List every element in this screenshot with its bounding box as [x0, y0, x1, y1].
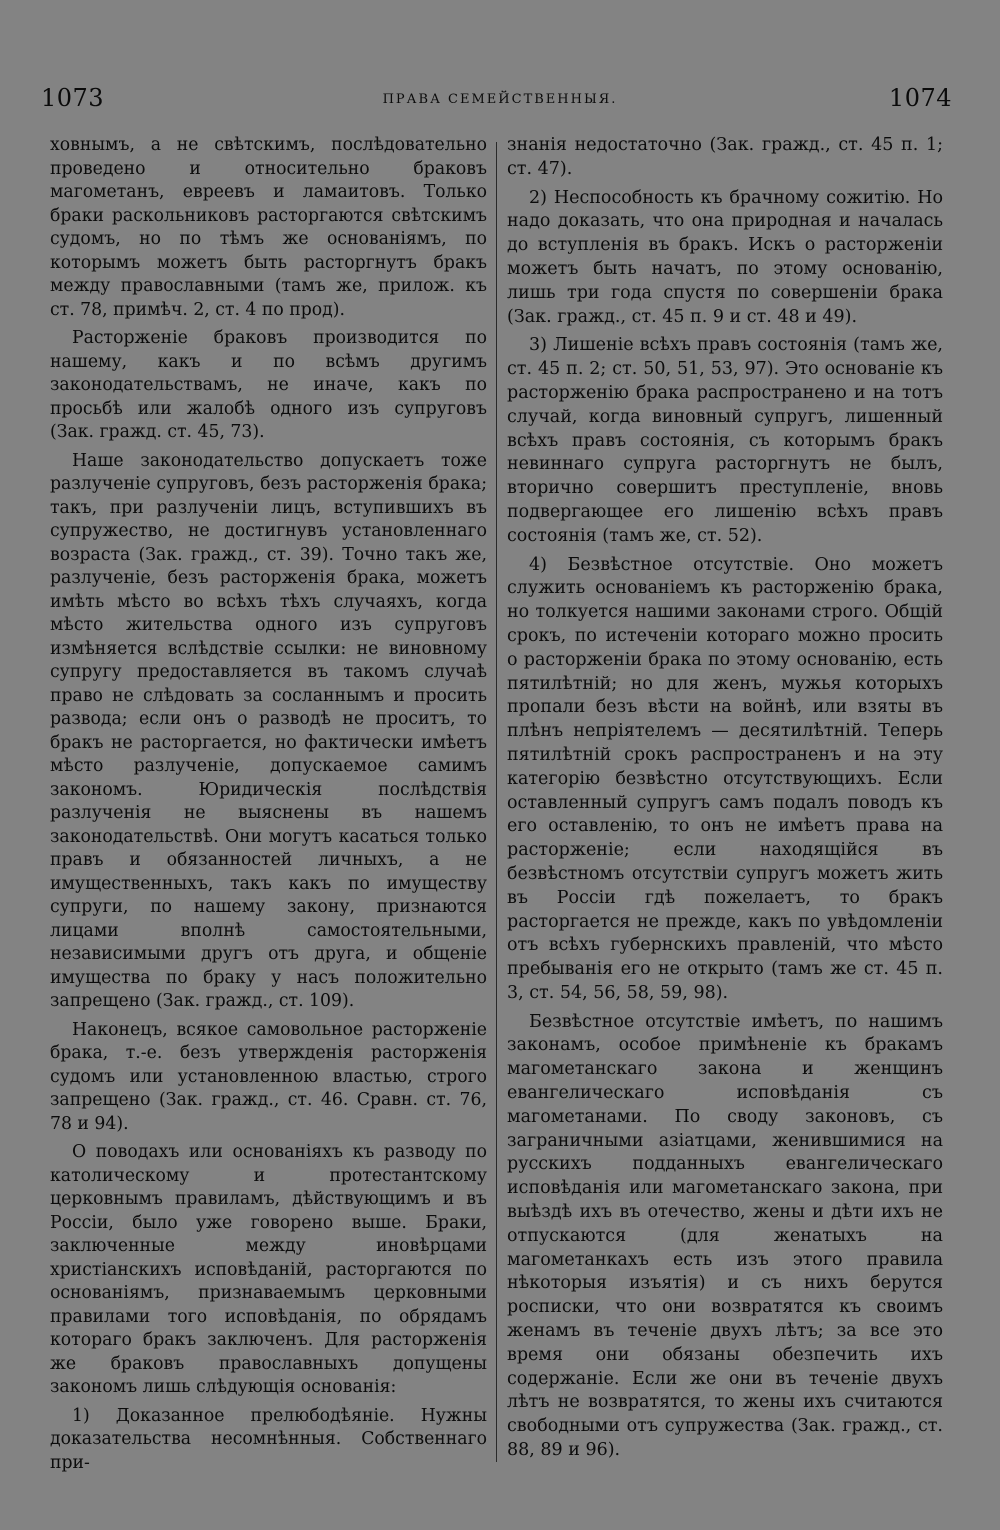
- paragraph: О поводахъ или основаніяхъ къ разводу по католическому и протестантскому церковнымъ правиламъ, дѣйствующимъ и въ Россіи, было уже говорено выше. Браки, заключенные между иновѣрцами христіанскихъ исповѣданій, расторгаются по основаніямъ, признаваемымъ церковными правилами того исповѣданія, по обрядамъ котораго бракъ заключенъ. Для расторженія же браковъ православныхъ допущены закономъ лишь слѣдующія основанія:: [50, 1142, 487, 1397]
- page-number-left: 1073: [41, 84, 105, 112]
- running-title: ПРАВА СЕМЕЙСТВЕННЫЯ.: [382, 92, 618, 107]
- paragraph: 4) Безвѣстное отсутствіе. Оно можетъ служить основаніемъ къ расторженію брака, но толкуется нашими законами строго. Общій срокъ, по истеченіи котораго можно просить о расторженіи брака по этому основанію, есть пятилѣтній; но для женъ, мужья которыхъ пропали безъ вѣсти на войнѣ, или взяты въ плѣнъ непріятелемъ — десятилѣтній. Теперь пятилѣтній срокъ распространенъ и на эту категорію безвѣстно отсутствующихъ. Если оставленный супругъ самъ подалъ поводъ къ его оставленію, то онъ не имѣетъ права на расторженіе; если находящійся въ безвѣстномъ отсутствіи супругъ можетъ жить въ Россіи гдѣ пожелаетъ, то бракъ расторгается не прежде, какъ по увѣдомленіи отъ всѣхъ губернскихъ правленій, что мѣсто пребыванія его не открыто (тамъ же ст. 45 п. 3, ст. 54, 56, 58, 59, 98).: [507, 554, 943, 1003]
- paragraph: Наконецъ, всякое самовольное расторженіе брака, т.-е. безъ утвержденія расторженія судомъ или установленною властью, строго запрещено (Зак. гражд., ст. 46. Сравн. ст. 76, 78 и 94).: [50, 1019, 487, 1134]
- paragraph: 2) Неспособность къ брачному сожитію. Но надо доказать, что она природная и началась до вступленія въ бракъ. Искъ о расторженіи можетъ быть начатъ, по этому основанію, лишь три года спустя по совершеніи брака (Зак. гражд., ст. 45 п. 9 и ст. 48 и 49).: [507, 187, 943, 327]
- paragraph: 1) Доказанное прелюбодѣяніе. Нужны доказательства несомнѣнныя. Собственнаго при-: [50, 1405, 487, 1473]
- paragraph: Наше законодательство допускаетъ тоже разлученіе супруговъ, безъ расторженія брака; такъ, при разлученіи лицъ, вступившихъ въ супружество, не достигнувъ установленнаго возраста (Зак. гражд., ст. 39). Точно такъ же, разлученіе, безъ расторженія брака, можетъ имѣть мѣсто во всѣхъ тѣхъ случаяхъ, когда мѣсто жительства одного изъ супруговъ измѣняется вслѣдствіе ссылки: не виновному супругу предоставляется въ такомъ случаѣ право не слѣдовать за сосланнымъ и просить развода; если онъ о разводѣ не проситъ, то бракъ не расторгается, но фактически имѣетъ мѣсто разлученіе, допускаемое самимъ закономъ. Юридическія послѣдствія разлученія не выяснены въ нашемъ законодательствѣ. Они могутъ касаться только правъ и обязанностей личныхъ, а не имущественныхъ, такъ какъ по имуществу супруги, по нашему закону, признаются лицами вполнѣ самостоятельными, независимыми другъ отъ друга, и общеніе имущества по браку у насъ положительно запрещено (Зак. гражд., ст. 109).: [50, 450, 487, 1011]
- paragraph: Расторженіе браковъ производится по нашему, какъ и по всѣмъ другимъ законодательствамъ, не иначе, какъ по просьбѣ или жалобѣ одного изъ супруговъ (Зак. гражд. ст. 45, 73).: [50, 328, 487, 442]
- left-column: [50, 134, 487, 1480]
- paragraph: ховнымъ, а не свѣтскимъ, послѣдовательно проведено и относительно браковъ магометанъ, евреевъ и ламаитовъ. Только браки раскольниковъ расторгаются свѣтскимъ судомъ, но по тѣмъ же основаніямъ, по которымъ можетъ быть расторгнутъ бракъ между православными (тамъ же, прилож. къ ст. 78, примѣч. 2, ст. 4 по прод).: [50, 135, 487, 320]
- paragraph: знанія недостаточно (Зак. гражд., ст. 45 п. 1; ст. 47).: [507, 135, 943, 179]
- column-divider: [496, 142, 497, 1462]
- paragraph: Безвѣстное отсутствіе имѣетъ, по нашимъ законамъ, особое примѣненіе къ бракамъ магометанскаго закона и женщинъ евангелическаго исповѣданія съ магометанами. По своду законовъ, съ заграничными азіатцами, женившимися на русскихъ подданныхъ евангелическаго исповѣданія или магометанскаго закона, при выѣздѣ ихъ въ отечество, жены и дѣти ихъ не отпускаются (для женатыхъ на магометанкахъ есть изъ этого правила нѣкоторыя изъятія) и съ нихъ берутся росписки, что они возвратятся къ своимъ женамъ въ теченіе двухъ лѣтъ; за все это время они обязаны обезпечить ихъ содержаніе. Если же они въ теченіе двухъ лѣтъ не возвратятся, то жены ихъ считаются свободными отъ супружества (Зак. гражд., ст. 88, 89 и 96).: [507, 1011, 943, 1461]
- page-number-right: 1074: [888, 84, 952, 112]
- paragraph: 3) Лишеніе всѣхъ правъ состоянія (тамъ же, ст. 45 п. 2; ст. 50, 51, 53, 97). Это основаніе къ расторженію брака распространено и на тотъ случай, когда виновный супругъ, лишенный всѣхъ правъ состоянія, съ которымъ бракъ невиннаго супруга расторгнутъ не былъ, вторично совершитъ преступленіе, вновь подвергающее его лишенію всѣхъ правъ состоянія (тамъ же, ст. 52).: [507, 335, 943, 546]
- right-column: [507, 134, 943, 1468]
